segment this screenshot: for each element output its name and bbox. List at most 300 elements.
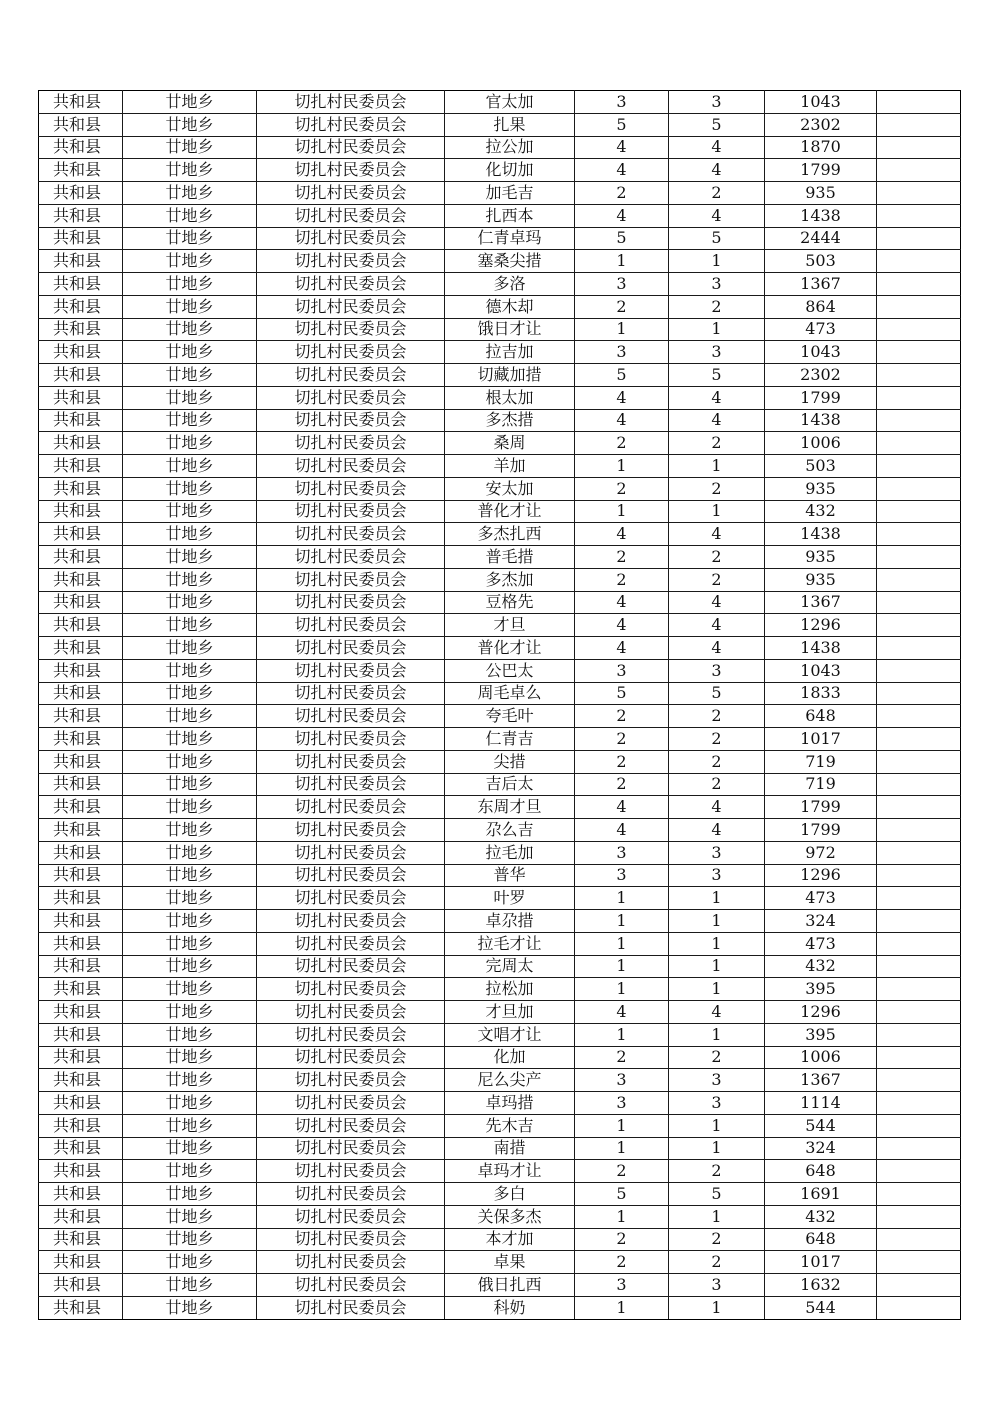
village-committee-cell: 切扎村民委员会: [257, 546, 445, 569]
village-committee-cell: 切扎村民委员会: [257, 295, 445, 318]
covered-persons-cell: 4: [669, 386, 765, 409]
table-row: [39, 682, 961, 705]
remarks-cell: [877, 1137, 961, 1160]
household-size-cell: 1: [575, 1205, 669, 1228]
household-size-cell: 1: [575, 955, 669, 978]
village-committee-cell: 切扎村民委员会: [257, 568, 445, 591]
covered-persons-cell: 3: [669, 864, 765, 887]
household-size-cell: 1: [575, 1114, 669, 1137]
covered-persons-cell: 2: [669, 295, 765, 318]
covered-persons-cell: 3: [669, 273, 765, 296]
remarks-cell: [877, 568, 961, 591]
remarks-cell: [877, 364, 961, 387]
village-committee-cell: 切扎村民委员会: [257, 341, 445, 364]
householder-name-cell: 仁青卓玛: [445, 227, 575, 250]
county-cell: 共和县: [39, 682, 123, 705]
householder-name-cell: 羊加: [445, 455, 575, 478]
amount-cell: 719: [765, 773, 877, 796]
township-cell: 廿地乡: [123, 591, 257, 614]
amount-cell: 972: [765, 841, 877, 864]
village-committee-cell: 切扎村民委员会: [257, 477, 445, 500]
covered-persons-cell: 1: [669, 978, 765, 1001]
county-cell: 共和县: [39, 204, 123, 227]
amount-cell: 935: [765, 546, 877, 569]
householder-name-cell: 叶罗: [445, 887, 575, 910]
table-row: [39, 227, 961, 250]
household-size-cell: 2: [575, 1160, 669, 1183]
remarks-cell: [877, 1023, 961, 1046]
household-size-cell: 2: [575, 705, 669, 728]
remarks-cell: [877, 819, 961, 842]
county-cell: 共和县: [39, 1228, 123, 1251]
table-row: [39, 1137, 961, 1160]
covered-persons-cell: 1: [669, 1137, 765, 1160]
village-committee-cell: 切扎村民委员会: [257, 955, 445, 978]
amount-cell: 544: [765, 1114, 877, 1137]
county-cell: 共和县: [39, 1183, 123, 1206]
table-row: [39, 887, 961, 910]
remarks-cell: [877, 546, 961, 569]
householder-name-cell: 拉松加: [445, 978, 575, 1001]
village-committee-cell: 切扎村民委员会: [257, 773, 445, 796]
householder-name-cell: 加毛吉: [445, 182, 575, 205]
householder-name-cell: 先木吉: [445, 1114, 575, 1137]
county-cell: 共和县: [39, 955, 123, 978]
roster-sheet: [38, 90, 960, 1320]
county-cell: 共和县: [39, 477, 123, 500]
householder-name-cell: 普毛措: [445, 546, 575, 569]
household-size-cell: 5: [575, 113, 669, 136]
county-cell: 共和县: [39, 409, 123, 432]
village-committee-cell: 切扎村民委员会: [257, 682, 445, 705]
table-row: [39, 273, 961, 296]
village-committee-cell: 切扎村民委员会: [257, 1137, 445, 1160]
township-cell: 廿地乡: [123, 637, 257, 660]
table-row: [39, 591, 961, 614]
householder-name-cell: 南措: [445, 1137, 575, 1160]
township-cell: 廿地乡: [123, 796, 257, 819]
township-cell: 廿地乡: [123, 841, 257, 864]
covered-persons-cell: 5: [669, 682, 765, 705]
remarks-cell: [877, 637, 961, 660]
household-size-cell: 1: [575, 500, 669, 523]
covered-persons-cell: 4: [669, 159, 765, 182]
remarks-cell: [877, 273, 961, 296]
county-cell: 共和县: [39, 546, 123, 569]
county-cell: 共和县: [39, 500, 123, 523]
householder-name-cell: 化切加: [445, 159, 575, 182]
household-size-cell: 1: [575, 1137, 669, 1160]
householder-name-cell: 才旦: [445, 614, 575, 637]
county-cell: 共和县: [39, 705, 123, 728]
remarks-cell: [877, 113, 961, 136]
householder-name-cell: 拉吉加: [445, 341, 575, 364]
village-committee-cell: 切扎村民委员会: [257, 978, 445, 1001]
remarks-cell: [877, 728, 961, 751]
covered-persons-cell: 1: [669, 318, 765, 341]
householder-name-cell: 多杰扎西: [445, 523, 575, 546]
table-row: [39, 477, 961, 500]
amount-cell: 1367: [765, 591, 877, 614]
household-size-cell: 1: [575, 932, 669, 955]
township-cell: 廿地乡: [123, 1069, 257, 1092]
household-size-cell: 1: [575, 1296, 669, 1319]
county-cell: 共和县: [39, 341, 123, 364]
township-cell: 廿地乡: [123, 978, 257, 1001]
table-row: [39, 864, 961, 887]
remarks-cell: [877, 932, 961, 955]
amount-cell: 1799: [765, 796, 877, 819]
amount-cell: 1006: [765, 1046, 877, 1069]
village-committee-cell: 切扎村民委员会: [257, 910, 445, 933]
remarks-cell: [877, 318, 961, 341]
village-committee-cell: 切扎村民委员会: [257, 591, 445, 614]
covered-persons-cell: 2: [669, 728, 765, 751]
table-row: [39, 386, 961, 409]
table-row: [39, 750, 961, 773]
householder-name-cell: 科奶: [445, 1296, 575, 1319]
covered-persons-cell: 1: [669, 500, 765, 523]
covered-persons-cell: 2: [669, 1046, 765, 1069]
household-size-cell: 4: [575, 136, 669, 159]
county-cell: 共和县: [39, 159, 123, 182]
householder-name-cell: 仁青吉: [445, 728, 575, 751]
household-size-cell: 3: [575, 659, 669, 682]
township-cell: 廿地乡: [123, 1001, 257, 1024]
remarks-cell: [877, 1274, 961, 1297]
village-committee-cell: 切扎村民委员会: [257, 1160, 445, 1183]
table-row: [39, 1092, 961, 1115]
householder-name-cell: 根太加: [445, 386, 575, 409]
table-row: [39, 364, 961, 387]
household-size-cell: 2: [575, 568, 669, 591]
covered-persons-cell: 3: [669, 841, 765, 864]
amount-cell: 1632: [765, 1274, 877, 1297]
village-committee-cell: 切扎村民委员会: [257, 796, 445, 819]
village-committee-cell: 切扎村民委员会: [257, 227, 445, 250]
householder-name-cell: 多洛: [445, 273, 575, 296]
table-row: [39, 500, 961, 523]
amount-cell: 1006: [765, 432, 877, 455]
county-cell: 共和县: [39, 364, 123, 387]
household-size-cell: 2: [575, 1228, 669, 1251]
amount-cell: 503: [765, 250, 877, 273]
township-cell: 廿地乡: [123, 182, 257, 205]
table-row: [39, 1183, 961, 1206]
amount-cell: 719: [765, 750, 877, 773]
county-cell: 共和县: [39, 932, 123, 955]
village-committee-cell: 切扎村民委员会: [257, 1114, 445, 1137]
household-size-cell: 5: [575, 227, 669, 250]
householder-name-cell: 夸毛叶: [445, 705, 575, 728]
covered-persons-cell: 2: [669, 477, 765, 500]
householder-name-cell: 饿日才让: [445, 318, 575, 341]
township-cell: 廿地乡: [123, 1023, 257, 1046]
county-cell: 共和县: [39, 91, 123, 114]
remarks-cell: [877, 1001, 961, 1024]
amount-cell: 648: [765, 1160, 877, 1183]
household-size-cell: 4: [575, 1001, 669, 1024]
covered-persons-cell: 3: [669, 659, 765, 682]
village-committee-cell: 切扎村民委员会: [257, 1274, 445, 1297]
table-row: [39, 295, 961, 318]
amount-cell: 473: [765, 887, 877, 910]
county-cell: 共和县: [39, 113, 123, 136]
covered-persons-cell: 2: [669, 182, 765, 205]
village-committee-cell: 切扎村民委员会: [257, 728, 445, 751]
county-cell: 共和县: [39, 273, 123, 296]
table-row: [39, 1296, 961, 1319]
township-cell: 廿地乡: [123, 386, 257, 409]
township-cell: 廿地乡: [123, 159, 257, 182]
householder-name-cell: 完周太: [445, 955, 575, 978]
household-size-cell: 1: [575, 455, 669, 478]
remarks-cell: [877, 773, 961, 796]
amount-cell: 935: [765, 477, 877, 500]
township-cell: 廿地乡: [123, 932, 257, 955]
county-cell: 共和县: [39, 295, 123, 318]
remarks-cell: [877, 1296, 961, 1319]
household-size-cell: 4: [575, 796, 669, 819]
householder-name-cell: 尖措: [445, 750, 575, 773]
township-cell: 廿地乡: [123, 1114, 257, 1137]
remarks-cell: [877, 409, 961, 432]
village-committee-cell: 切扎村民委员会: [257, 204, 445, 227]
remarks-cell: [877, 614, 961, 637]
township-cell: 廿地乡: [123, 1228, 257, 1251]
householder-name-cell: 官太加: [445, 91, 575, 114]
township-cell: 廿地乡: [123, 113, 257, 136]
township-cell: 廿地乡: [123, 955, 257, 978]
remarks-cell: [877, 182, 961, 205]
householder-name-cell: 卓玛才让: [445, 1160, 575, 1183]
householder-name-cell: 多杰措: [445, 409, 575, 432]
table-row: [39, 568, 961, 591]
remarks-cell: [877, 477, 961, 500]
county-cell: 共和县: [39, 1251, 123, 1274]
remarks-cell: [877, 523, 961, 546]
township-cell: 廿地乡: [123, 500, 257, 523]
covered-persons-cell: 3: [669, 1274, 765, 1297]
township-cell: 廿地乡: [123, 1183, 257, 1206]
covered-persons-cell: 2: [669, 773, 765, 796]
remarks-cell: [877, 1114, 961, 1137]
table-row: [39, 932, 961, 955]
table-row: [39, 955, 961, 978]
village-committee-cell: 切扎村民委员会: [257, 1251, 445, 1274]
covered-persons-cell: 4: [669, 819, 765, 842]
household-size-cell: 4: [575, 523, 669, 546]
village-committee-cell: 切扎村民委员会: [257, 864, 445, 887]
covered-persons-cell: 2: [669, 1251, 765, 1274]
remarks-cell: [877, 295, 961, 318]
amount-cell: 935: [765, 568, 877, 591]
amount-cell: 648: [765, 1228, 877, 1251]
covered-persons-cell: 2: [669, 568, 765, 591]
covered-persons-cell: 1: [669, 932, 765, 955]
county-cell: 共和县: [39, 1092, 123, 1115]
covered-persons-cell: 4: [669, 637, 765, 660]
remarks-cell: [877, 386, 961, 409]
township-cell: 廿地乡: [123, 318, 257, 341]
village-committee-cell: 切扎村民委员会: [257, 1183, 445, 1206]
township-cell: 廿地乡: [123, 568, 257, 591]
covered-persons-cell: 4: [669, 614, 765, 637]
household-size-cell: 3: [575, 341, 669, 364]
township-cell: 廿地乡: [123, 432, 257, 455]
village-committee-cell: 切扎村民委员会: [257, 614, 445, 637]
householder-name-cell: 扎西本: [445, 204, 575, 227]
table-row: [39, 1251, 961, 1274]
amount-cell: 432: [765, 955, 877, 978]
table-row: [39, 841, 961, 864]
householder-name-cell: 拉毛才让: [445, 932, 575, 955]
table-row: [39, 614, 961, 637]
householder-name-cell: 安太加: [445, 477, 575, 500]
household-size-cell: 2: [575, 1251, 669, 1274]
county-cell: 共和县: [39, 227, 123, 250]
covered-persons-cell: 4: [669, 591, 765, 614]
household-size-cell: 4: [575, 591, 669, 614]
covered-persons-cell: 3: [669, 91, 765, 114]
county-cell: 共和县: [39, 591, 123, 614]
county-cell: 共和县: [39, 910, 123, 933]
household-size-cell: 1: [575, 1023, 669, 1046]
township-cell: 廿地乡: [123, 887, 257, 910]
table-row: [39, 1114, 961, 1137]
table-row: [39, 1160, 961, 1183]
village-committee-cell: 切扎村民委员会: [257, 273, 445, 296]
remarks-cell: [877, 159, 961, 182]
household-size-cell: 1: [575, 887, 669, 910]
covered-persons-cell: 2: [669, 432, 765, 455]
table-row: [39, 728, 961, 751]
county-cell: 共和县: [39, 796, 123, 819]
covered-persons-cell: 2: [669, 750, 765, 773]
village-committee-cell: 切扎村民委员会: [257, 637, 445, 660]
household-size-cell: 3: [575, 841, 669, 864]
remarks-cell: [877, 1251, 961, 1274]
county-cell: 共和县: [39, 887, 123, 910]
table-row: [39, 1046, 961, 1069]
household-size-cell: 2: [575, 182, 669, 205]
covered-persons-cell: 1: [669, 1114, 765, 1137]
remarks-cell: [877, 91, 961, 114]
county-cell: 共和县: [39, 455, 123, 478]
table-row: [39, 455, 961, 478]
amount-cell: 473: [765, 318, 877, 341]
remarks-cell: [877, 591, 961, 614]
village-committee-cell: 切扎村民委员会: [257, 1092, 445, 1115]
household-size-cell: 2: [575, 432, 669, 455]
village-committee-cell: 切扎村民委员会: [257, 91, 445, 114]
table-row: [39, 182, 961, 205]
covered-persons-cell: 5: [669, 227, 765, 250]
remarks-cell: [877, 841, 961, 864]
village-committee-cell: 切扎村民委员会: [257, 750, 445, 773]
table-row: [39, 637, 961, 660]
householder-name-cell: 扎果: [445, 113, 575, 136]
amount-cell: 1833: [765, 682, 877, 705]
village-committee-cell: 切扎村民委员会: [257, 819, 445, 842]
household-size-cell: 4: [575, 614, 669, 637]
amount-cell: 395: [765, 978, 877, 1001]
township-cell: 廿地乡: [123, 250, 257, 273]
remarks-cell: [877, 659, 961, 682]
amount-cell: 1017: [765, 728, 877, 751]
county-cell: 共和县: [39, 523, 123, 546]
household-size-cell: 3: [575, 1274, 669, 1297]
covered-persons-cell: 1: [669, 955, 765, 978]
amount-cell: 544: [765, 1296, 877, 1319]
township-cell: 廿地乡: [123, 91, 257, 114]
household-size-cell: 5: [575, 682, 669, 705]
householder-name-cell: 化加: [445, 1046, 575, 1069]
village-committee-cell: 切扎村民委员会: [257, 841, 445, 864]
village-committee-cell: 切扎村民委员会: [257, 500, 445, 523]
household-size-cell: 5: [575, 364, 669, 387]
household-size-cell: 3: [575, 864, 669, 887]
village-committee-cell: 切扎村民委员会: [257, 136, 445, 159]
householder-name-cell: 公巴太: [445, 659, 575, 682]
remarks-cell: [877, 887, 961, 910]
county-cell: 共和县: [39, 1114, 123, 1137]
household-size-cell: 2: [575, 728, 669, 751]
township-cell: 廿地乡: [123, 1251, 257, 1274]
remarks-cell: [877, 500, 961, 523]
covered-persons-cell: 2: [669, 546, 765, 569]
amount-cell: 1438: [765, 204, 877, 227]
covered-persons-cell: 4: [669, 523, 765, 546]
householder-name-cell: 豆格先: [445, 591, 575, 614]
covered-persons-cell: 4: [669, 1001, 765, 1024]
remarks-cell: [877, 250, 961, 273]
township-cell: 廿地乡: [123, 773, 257, 796]
table-row: [39, 659, 961, 682]
village-committee-cell: 切扎村民委员会: [257, 1046, 445, 1069]
village-committee-cell: 切扎村民委员会: [257, 386, 445, 409]
village-committee-cell: 切扎村民委员会: [257, 182, 445, 205]
remarks-cell: [877, 978, 961, 1001]
county-cell: 共和县: [39, 773, 123, 796]
township-cell: 廿地乡: [123, 477, 257, 500]
amount-cell: 1296: [765, 614, 877, 637]
remarks-cell: [877, 796, 961, 819]
amount-cell: 2444: [765, 227, 877, 250]
county-cell: 共和县: [39, 386, 123, 409]
table-row: [39, 1023, 961, 1046]
remarks-cell: [877, 955, 961, 978]
county-cell: 共和县: [39, 1205, 123, 1228]
table-row: [39, 341, 961, 364]
household-size-cell: 2: [575, 477, 669, 500]
householder-name-cell: 德木却: [445, 295, 575, 318]
amount-cell: 1438: [765, 637, 877, 660]
remarks-cell: [877, 1069, 961, 1092]
amount-cell: 432: [765, 500, 877, 523]
county-cell: 共和县: [39, 1160, 123, 1183]
village-committee-cell: 切扎村民委员会: [257, 364, 445, 387]
householder-name-cell: 普化才让: [445, 500, 575, 523]
table-row: [39, 250, 961, 273]
householder-name-cell: 卓尕措: [445, 910, 575, 933]
household-size-cell: 5: [575, 1183, 669, 1206]
amount-cell: 395: [765, 1023, 877, 1046]
householder-name-cell: 卓果: [445, 1251, 575, 1274]
village-committee-cell: 切扎村民委员会: [257, 409, 445, 432]
amount-cell: 1114: [765, 1092, 877, 1115]
township-cell: 廿地乡: [123, 1092, 257, 1115]
